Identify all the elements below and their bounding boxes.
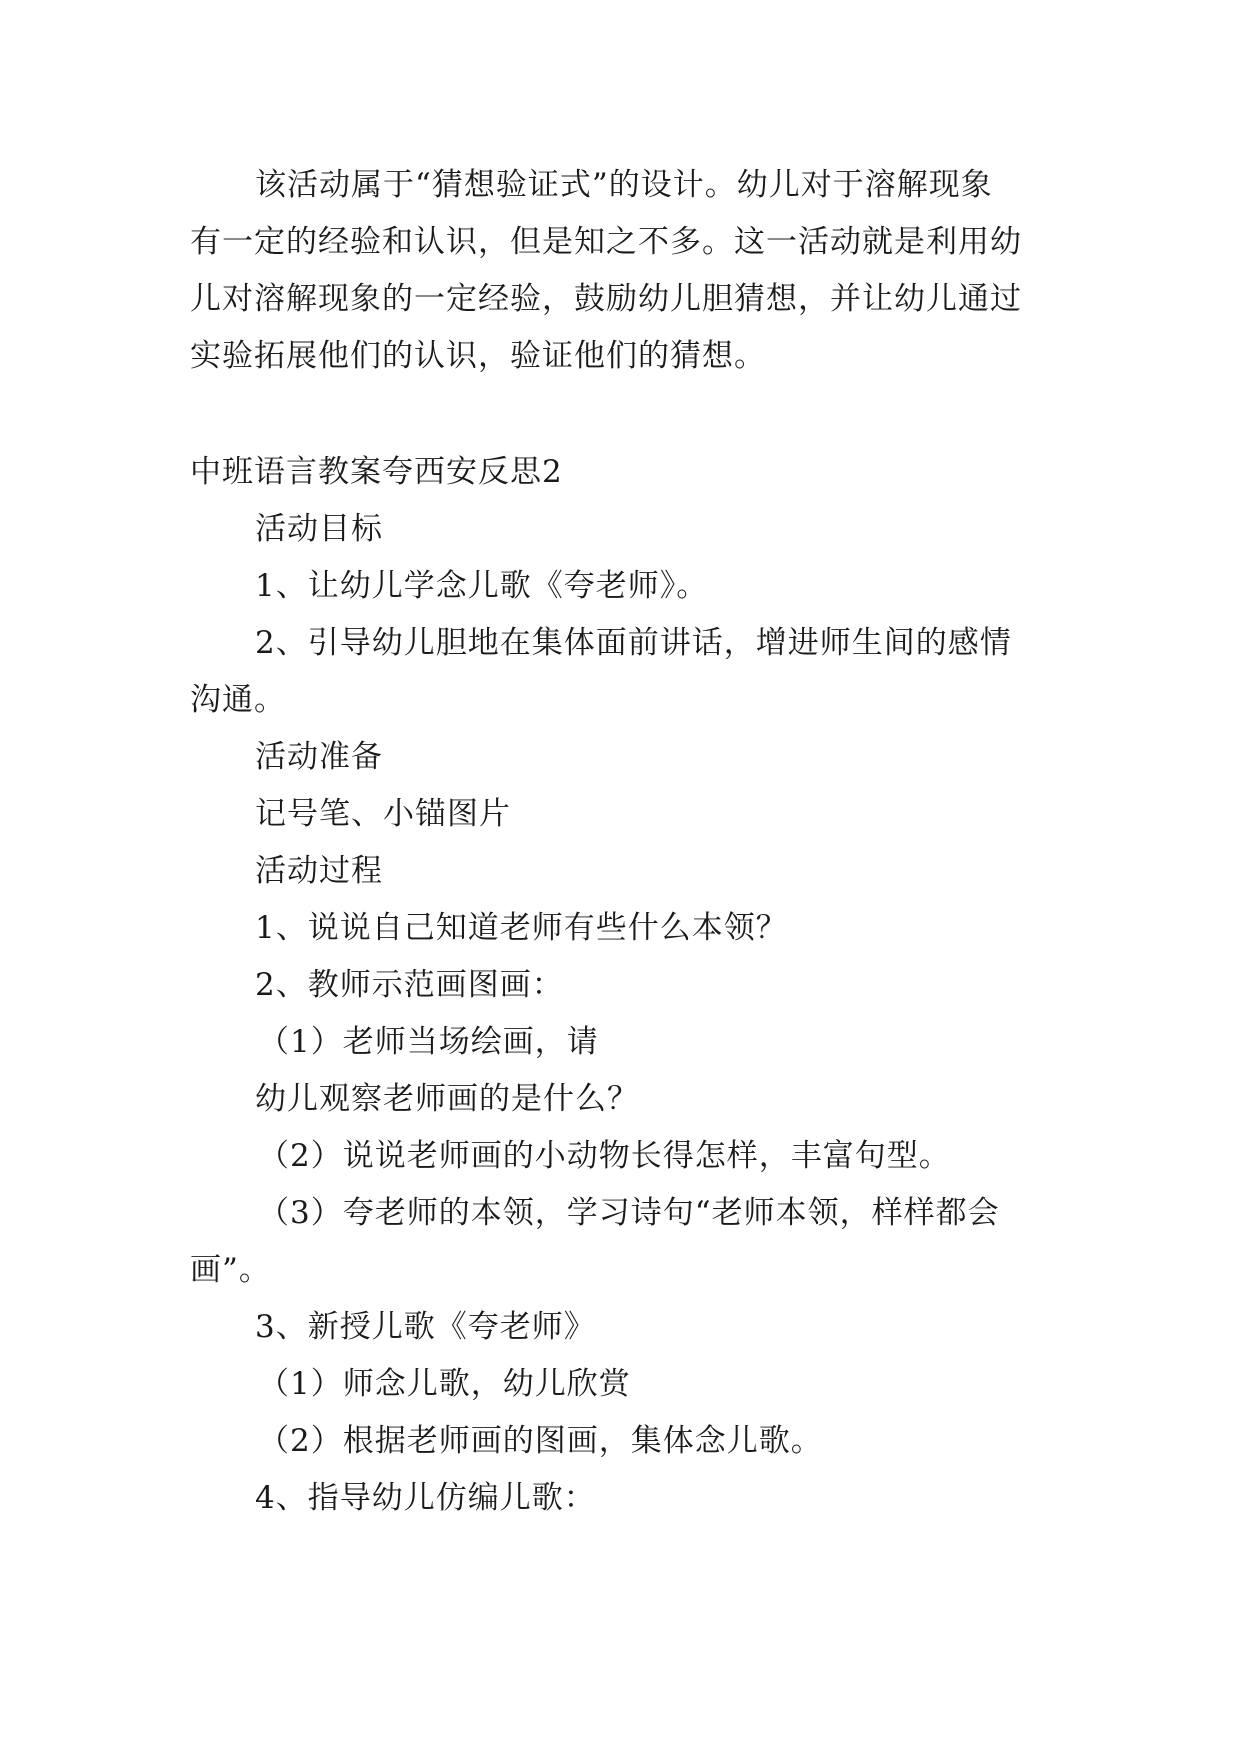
- paragraph-line: 儿对溶解现象的一定经验，鼓励幼儿胆猜想，并让幼儿通过: [190, 281, 1022, 317]
- goal-item: 1、让幼儿学念儿歌《夸老师》。: [255, 568, 709, 604]
- prep-content: 记号笔、小锚图片: [255, 796, 511, 832]
- process-step: 3、新授儿歌《夸老师》: [255, 1309, 596, 1345]
- process-step: 1、说说自己知道老师有些什么本领？: [255, 910, 788, 946]
- section-heading-prep: 活动准备: [255, 739, 383, 775]
- goal-item-continuation: 沟通。: [190, 682, 286, 718]
- document-title: 中班语言教案夸西安反思2: [190, 454, 563, 490]
- goal-item: 2、引导幼儿胆地在集体面前讲话，增进师生间的感情: [255, 625, 1012, 661]
- section-heading-process: 活动过程: [255, 853, 383, 889]
- process-step: 2、教师示范画图画：: [255, 967, 564, 1003]
- paragraph-line: 实验拓展他们的认识，验证他们的猜想。: [190, 338, 766, 374]
- paragraph-line: 该活动属于“猜想验证式”的设计。幼儿对于溶解现象: [255, 167, 993, 203]
- process-step: 4、指导幼儿仿编儿歌：: [255, 1480, 596, 1516]
- process-substep: （1）师念儿歌，幼儿欣赏: [258, 1366, 631, 1402]
- process-substep: （1）老师当场绘画，请: [258, 1024, 599, 1060]
- paragraph-line: 有一定的经验和认识，但是知之不多。这一活动就是利用幼: [190, 224, 1022, 260]
- process-substep: （3）夸老师的本领，学习诗句“老师本领，样样都会: [258, 1195, 1000, 1231]
- process-substep-continuation: 画”。: [190, 1252, 271, 1288]
- process-substep: （2）根据老师画的图画，集体念儿歌。: [258, 1423, 823, 1459]
- process-substep-continuation: 幼儿观察老师画的是什么？: [255, 1081, 639, 1117]
- process-substep: （2）说说老师画的小动物长得怎样，丰富句型。: [258, 1138, 951, 1174]
- section-heading-goals: 活动目标: [255, 511, 383, 547]
